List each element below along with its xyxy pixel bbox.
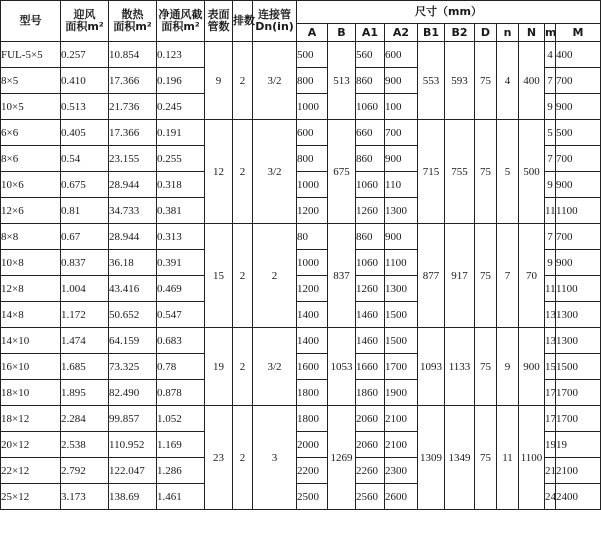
cell-B2: 593 <box>445 42 475 120</box>
cell-rows: 2 <box>233 120 253 224</box>
cell-A: 1000 <box>297 250 328 276</box>
cell-net-area: 0.547 <box>157 302 205 328</box>
cell-D: 75 <box>475 224 497 328</box>
cell-A2: 900 <box>385 224 418 250</box>
cell-A2: 900 <box>385 146 418 172</box>
cell-tubes: 15 <box>205 224 233 328</box>
cell-A1: 560 <box>356 42 385 68</box>
cell-B2: 1349 <box>445 406 475 510</box>
cell-B1: 1093 <box>418 328 445 406</box>
cell-B2: 755 <box>445 120 475 224</box>
header-A: A <box>297 24 328 42</box>
cell-M: 700 <box>556 146 601 172</box>
cell-face-area: 0.67 <box>61 224 109 250</box>
header-A2: A2 <box>385 24 418 42</box>
cell-M: 2400 <box>556 484 601 510</box>
cell-D: 75 <box>475 42 497 120</box>
cell-rows: 2 <box>233 328 253 406</box>
cell-A: 80 <box>297 224 328 250</box>
table-row <box>1 406 601 432</box>
cell-A1: 860 <box>356 68 385 94</box>
cell-model: 10×5 <box>1 94 61 120</box>
cell-m: 13 <box>545 302 556 328</box>
cell-A2: 2600 <box>385 484 418 510</box>
cell-model: 22×12 <box>1 458 61 484</box>
cell-face-area: 0.410 <box>61 68 109 94</box>
cell-net-area: 0.318 <box>157 172 205 198</box>
cell-A: 2500 <box>297 484 328 510</box>
cell-A1: 1060 <box>356 172 385 198</box>
cell-M: 1700 <box>556 380 601 406</box>
cell-n: 4 <box>497 42 519 120</box>
cell-model: 8×8 <box>1 224 61 250</box>
cell-heat-area: 82.490 <box>109 380 157 406</box>
header-B1: B1 <box>418 24 445 42</box>
cell-connection: 3/2 <box>253 42 297 120</box>
cell-B: 1053 <box>328 328 356 406</box>
cell-m: 5 <box>545 120 556 146</box>
cell-m: 9 <box>545 250 556 276</box>
cell-A1: 1460 <box>356 302 385 328</box>
cell-m: 9 <box>545 172 556 198</box>
cell-A2: 2300 <box>385 458 418 484</box>
cell-A2: 2100 <box>385 432 418 458</box>
cell-N: 500 <box>519 120 545 224</box>
cell-A: 1600 <box>297 354 328 380</box>
cell-M: 500 <box>556 120 601 146</box>
cell-B1: 553 <box>418 42 445 120</box>
cell-net-area: 0.381 <box>157 198 205 224</box>
cell-face-area: 2.792 <box>61 458 109 484</box>
cell-n: 7 <box>497 224 519 328</box>
cell-A1: 1260 <box>356 198 385 224</box>
cell-face-area: 2.284 <box>61 406 109 432</box>
cell-heat-area: 34.733 <box>109 198 157 224</box>
cell-m: 13 <box>545 328 556 354</box>
cell-A: 1400 <box>297 328 328 354</box>
cell-n: 11 <box>497 406 519 510</box>
cell-m: 24 <box>545 484 556 510</box>
header-rows: 排数 <box>233 1 253 42</box>
cell-face-area: 1.685 <box>61 354 109 380</box>
cell-m: 11 <box>545 276 556 302</box>
header-dimensions: 尺寸（mm） <box>297 1 601 24</box>
cell-heat-area: 64.159 <box>109 328 157 354</box>
cell-N: 70 <box>519 224 545 328</box>
cell-net-area: 0.469 <box>157 276 205 302</box>
cell-A: 1200 <box>297 198 328 224</box>
table-row <box>1 120 601 146</box>
cell-A2: 1500 <box>385 302 418 328</box>
cell-B: 513 <box>328 42 356 120</box>
cell-face-area: 0.837 <box>61 250 109 276</box>
cell-net-area: 1.461 <box>157 484 205 510</box>
cell-net-area: 0.683 <box>157 328 205 354</box>
cell-D: 75 <box>475 328 497 406</box>
cell-heat-area: 21.736 <box>109 94 157 120</box>
cell-A2: 600 <box>385 42 418 68</box>
cell-model: 20×12 <box>1 432 61 458</box>
cell-A1: 1860 <box>356 380 385 406</box>
cell-M: 900 <box>556 250 601 276</box>
cell-M: 900 <box>556 94 601 120</box>
cell-heat-area: 28.944 <box>109 224 157 250</box>
header-face-area: 迎风 面积m² <box>61 1 109 42</box>
cell-net-area: 1.169 <box>157 432 205 458</box>
cell-face-area: 0.675 <box>61 172 109 198</box>
cell-rows: 2 <box>233 406 253 510</box>
table-body <box>1 42 601 510</box>
cell-D: 75 <box>475 406 497 510</box>
cell-B: 675 <box>328 120 356 224</box>
cell-connection: 3/2 <box>253 328 297 406</box>
cell-A2: 110 <box>385 172 418 198</box>
cell-net-area: 0.255 <box>157 146 205 172</box>
cell-M: 900 <box>556 172 601 198</box>
cell-heat-area: 43.416 <box>109 276 157 302</box>
cell-M: 1100 <box>556 198 601 224</box>
cell-B1: 1309 <box>418 406 445 510</box>
cell-face-area: 1.895 <box>61 380 109 406</box>
cell-M: 1500 <box>556 354 601 380</box>
cell-heat-area: 10.854 <box>109 42 157 68</box>
cell-connection: 3 <box>253 406 297 510</box>
cell-B2: 917 <box>445 224 475 328</box>
cell-N: 1100 <box>519 406 545 510</box>
cell-connection: 3/2 <box>253 120 297 224</box>
cell-face-area: 0.54 <box>61 146 109 172</box>
cell-net-area: 0.391 <box>157 250 205 276</box>
cell-heat-area: 17.366 <box>109 120 157 146</box>
cell-m: 19 <box>545 432 556 458</box>
cell-face-area: 2.538 <box>61 432 109 458</box>
cell-heat-area: 28.944 <box>109 172 157 198</box>
cell-A2: 700 <box>385 120 418 146</box>
cell-model: 18×10 <box>1 380 61 406</box>
cell-heat-area: 122.047 <box>109 458 157 484</box>
cell-A: 1000 <box>297 172 328 198</box>
cell-A: 2000 <box>297 432 328 458</box>
cell-A2: 1300 <box>385 276 418 302</box>
table-header <box>1 1 601 42</box>
cell-A1: 1660 <box>356 354 385 380</box>
cell-M: 700 <box>556 68 601 94</box>
cell-A1: 860 <box>356 224 385 250</box>
cell-B1: 877 <box>418 224 445 328</box>
header-n: n <box>497 24 519 42</box>
cell-m: 7 <box>545 146 556 172</box>
cell-heat-area: 138.69 <box>109 484 157 510</box>
table-row <box>1 224 601 250</box>
cell-M: 1100 <box>556 276 601 302</box>
cell-model: 25×12 <box>1 484 61 510</box>
cell-B2: 1133 <box>445 328 475 406</box>
cell-A: 1200 <box>297 276 328 302</box>
cell-net-area: 0.123 <box>157 42 205 68</box>
cell-A1: 2060 <box>356 432 385 458</box>
cell-A: 800 <box>297 146 328 172</box>
cell-face-area: 0.81 <box>61 198 109 224</box>
header-model: 型号 <box>1 1 61 42</box>
cell-M: 19 <box>556 432 601 458</box>
cell-face-area: 1.172 <box>61 302 109 328</box>
cell-model: 8×5 <box>1 68 61 94</box>
cell-heat-area: 23.155 <box>109 146 157 172</box>
header-tubes: 表面 管数 <box>205 1 233 42</box>
cell-A1: 1460 <box>356 328 385 354</box>
cell-A: 1400 <box>297 302 328 328</box>
header-M: M <box>556 24 601 42</box>
cell-A: 1000 <box>297 94 328 120</box>
cell-m: 4 <box>545 42 556 68</box>
cell-model: 6×6 <box>1 120 61 146</box>
cell-N: 900 <box>519 328 545 406</box>
cell-A: 600 <box>297 120 328 146</box>
cell-rows: 2 <box>233 42 253 120</box>
cell-M: 1300 <box>556 302 601 328</box>
cell-model: 14×10 <box>1 328 61 354</box>
header-N: N <box>519 24 545 42</box>
cell-face-area: 0.257 <box>61 42 109 68</box>
cell-A2: 1500 <box>385 328 418 354</box>
cell-M: 1300 <box>556 328 601 354</box>
cell-A1: 2060 <box>356 406 385 432</box>
header-B2: B2 <box>445 24 475 42</box>
cell-net-area: 0.878 <box>157 380 205 406</box>
cell-A2: 1700 <box>385 354 418 380</box>
cell-rows: 2 <box>233 224 253 328</box>
cell-A2: 1100 <box>385 250 418 276</box>
cell-A1: 1060 <box>356 94 385 120</box>
cell-model: 14×8 <box>1 302 61 328</box>
cell-face-area: 1.004 <box>61 276 109 302</box>
cell-D: 75 <box>475 120 497 224</box>
cell-m: 9 <box>545 94 556 120</box>
cell-A: 1800 <box>297 380 328 406</box>
cell-tubes: 12 <box>205 120 233 224</box>
cell-B: 1269 <box>328 406 356 510</box>
cell-model: 10×6 <box>1 172 61 198</box>
cell-M: 400 <box>556 42 601 68</box>
cell-A1: 1060 <box>356 250 385 276</box>
cell-model: 12×6 <box>1 198 61 224</box>
cell-connection: 2 <box>253 224 297 328</box>
cell-model: 12×8 <box>1 276 61 302</box>
cell-net-area: 0.191 <box>157 120 205 146</box>
cell-A2: 100 <box>385 94 418 120</box>
cell-face-area: 0.513 <box>61 94 109 120</box>
cell-A2: 2100 <box>385 406 418 432</box>
cell-heat-area: 110.952 <box>109 432 157 458</box>
cell-A1: 2560 <box>356 484 385 510</box>
cell-A2: 900 <box>385 68 418 94</box>
cell-m: 17 <box>545 406 556 432</box>
cell-M: 2100 <box>556 458 601 484</box>
cell-A: 800 <box>297 68 328 94</box>
cell-net-area: 0.313 <box>157 224 205 250</box>
cell-m: 11 <box>545 198 556 224</box>
cell-B1: 715 <box>418 120 445 224</box>
header-net-area: 净通风截 面积m² <box>157 1 205 42</box>
cell-A1: 860 <box>356 146 385 172</box>
header-connection: 连接管 Dn(in) <box>253 1 297 42</box>
cell-M: 700 <box>556 224 601 250</box>
cell-A: 500 <box>297 42 328 68</box>
cell-tubes: 19 <box>205 328 233 406</box>
cell-heat-area: 73.325 <box>109 354 157 380</box>
header-D: D <box>475 24 497 42</box>
cell-A: 1800 <box>297 406 328 432</box>
cell-n: 5 <box>497 120 519 224</box>
cell-model: FUL-5×5 <box>1 42 61 68</box>
cell-A2: 1300 <box>385 198 418 224</box>
cell-net-area: 0.245 <box>157 94 205 120</box>
cell-A: 2200 <box>297 458 328 484</box>
cell-tubes: 23 <box>205 406 233 510</box>
cell-N: 400 <box>519 42 545 120</box>
header-B: B <box>328 24 356 42</box>
cell-heat-area: 17.366 <box>109 68 157 94</box>
cell-model: 18×12 <box>1 406 61 432</box>
cell-face-area: 1.474 <box>61 328 109 354</box>
cell-net-area: 0.78 <box>157 354 205 380</box>
cell-m: 15 <box>545 354 556 380</box>
cell-A1: 2260 <box>356 458 385 484</box>
cell-A1: 1260 <box>356 276 385 302</box>
cell-face-area: 0.405 <box>61 120 109 146</box>
header-m: m <box>545 24 556 42</box>
cell-A2: 1900 <box>385 380 418 406</box>
header-heat-area: 散热 面积m² <box>109 1 157 42</box>
cell-B: 837 <box>328 224 356 328</box>
cell-model: 16×10 <box>1 354 61 380</box>
cell-tubes: 9 <box>205 42 233 120</box>
cell-m: 17 <box>545 380 556 406</box>
cell-m: 21 <box>545 458 556 484</box>
cell-heat-area: 99.857 <box>109 406 157 432</box>
cell-n: 9 <box>497 328 519 406</box>
cell-heat-area: 50.652 <box>109 302 157 328</box>
cell-face-area: 3.173 <box>61 484 109 510</box>
cell-net-area: 1.286 <box>157 458 205 484</box>
cell-model: 8×6 <box>1 146 61 172</box>
header-A1: A1 <box>356 24 385 42</box>
cell-net-area: 1.052 <box>157 406 205 432</box>
cell-net-area: 0.196 <box>157 68 205 94</box>
cell-m: 7 <box>545 224 556 250</box>
cell-model: 10×8 <box>1 250 61 276</box>
table-row <box>1 328 601 354</box>
cell-heat-area: 36.18 <box>109 250 157 276</box>
cell-m: 7 <box>545 68 556 94</box>
table-row <box>1 42 601 68</box>
cell-M: 1700 <box>556 406 601 432</box>
cell-A1: 660 <box>356 120 385 146</box>
